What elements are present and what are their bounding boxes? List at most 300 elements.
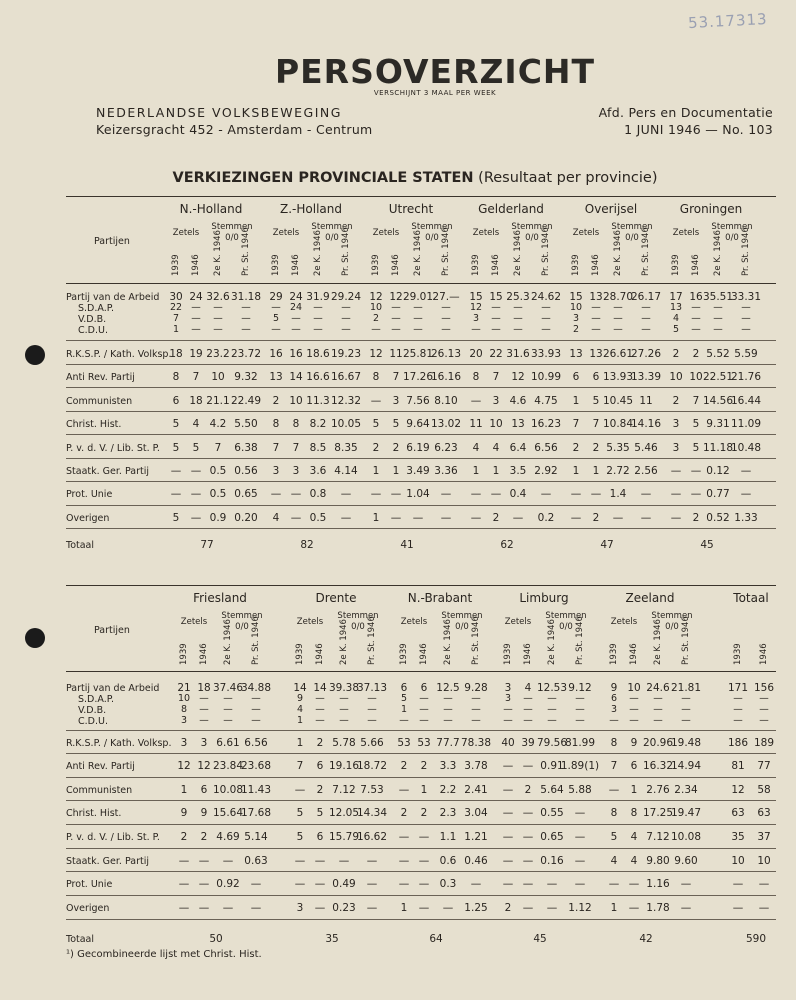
- table-cell: —: [419, 715, 429, 726]
- table-cell: 1.4: [609, 488, 627, 500]
- table-cell: 22: [169, 302, 183, 313]
- column-year-header: 2e K. 1946: [339, 619, 349, 665]
- table-cell: 5.52: [706, 348, 730, 360]
- table-cell: —: [570, 488, 582, 500]
- table-cell: 1: [610, 902, 618, 914]
- table-cell: —: [470, 878, 482, 890]
- table-cell: 171: [727, 682, 749, 694]
- table-cell: —: [680, 878, 692, 890]
- table-cell: —: [412, 512, 424, 524]
- table-cell: —: [340, 488, 352, 500]
- total-seats-value: 42: [639, 933, 653, 945]
- table-cell: —: [522, 902, 534, 914]
- table-cell: 7: [392, 371, 400, 383]
- table-cell: —: [198, 855, 210, 867]
- organization-name: NEDERLANDSE VOLKSBEWEGING: [96, 105, 342, 120]
- table-cell: 18.6: [306, 348, 330, 360]
- table-cell: 14.56: [702, 395, 734, 407]
- table-cell: —: [291, 324, 301, 335]
- table-cell: 9.31: [706, 418, 730, 430]
- column-year-header: 1946: [291, 254, 301, 276]
- table-cell: —: [570, 512, 582, 524]
- table-cell: 6.56: [244, 737, 268, 749]
- table-cell: —: [251, 704, 261, 715]
- table-cell: 10: [731, 855, 745, 867]
- table-cell: —: [191, 302, 201, 313]
- table-cell: 2: [272, 395, 280, 407]
- table-cell: 13: [669, 302, 683, 313]
- table-section-1: [66, 196, 776, 558]
- column-year-header: 2e K. 1946: [513, 230, 523, 276]
- table-cell: —: [491, 324, 501, 335]
- table-cell: 19: [189, 348, 203, 360]
- table-cell: 5: [172, 418, 180, 430]
- table-cell: 2.76: [646, 784, 670, 796]
- table-cell: —: [513, 302, 523, 313]
- table-cell: 53: [417, 737, 431, 749]
- party-label: Totaal: [66, 934, 95, 945]
- table-cell: 1: [420, 784, 428, 796]
- table-cell: —: [241, 324, 251, 335]
- table-cell: —: [470, 395, 482, 407]
- table-cell: —: [314, 902, 326, 914]
- table-cell: —: [628, 902, 640, 914]
- province-name: Overijsel: [584, 202, 638, 216]
- table-cell: 9.32: [234, 371, 258, 383]
- table-cell: —: [251, 693, 261, 704]
- table-cell: 13.93: [602, 371, 634, 383]
- column-year-header: 2e K. 1946: [713, 230, 723, 276]
- table-cell: 4: [296, 704, 304, 715]
- table-cell: —: [732, 902, 744, 914]
- table-cell: 39.38: [328, 682, 360, 694]
- table-cell: 21.1: [206, 395, 230, 407]
- table-cell: 9.12: [568, 682, 592, 694]
- percent-label: 0/0: [425, 233, 439, 243]
- row-separator: [66, 434, 776, 435]
- table-cell: 33.31: [730, 291, 762, 303]
- zetels-label: Zetels: [172, 228, 200, 238]
- table-cell: 37: [757, 831, 771, 843]
- table-cell: —: [670, 512, 682, 524]
- table-cell: 1: [592, 465, 600, 477]
- footnote: ¹) Gecombineerde lijst met Christ. Hist.: [66, 949, 262, 960]
- table-cell: 19.47: [670, 807, 702, 819]
- table-cell: —: [732, 878, 744, 890]
- table-cell: —: [290, 488, 302, 500]
- table-cell: —: [250, 878, 262, 890]
- table-cell: —: [241, 313, 251, 324]
- table-cell: 12.05: [328, 807, 360, 819]
- table-cell: —: [653, 704, 663, 715]
- column-year-header: 2e K. 1946: [653, 619, 663, 665]
- table-cell: 0.91: [540, 760, 564, 772]
- table-cell: 15: [489, 291, 503, 303]
- table-cell: —: [443, 693, 453, 704]
- table-cell: —: [591, 313, 601, 324]
- table-cell: —: [413, 324, 423, 335]
- province-name: Drente: [315, 591, 357, 605]
- table-cell: 77.7: [436, 737, 460, 749]
- table-cell: 11: [389, 348, 403, 360]
- table-cell: 29.24: [330, 291, 362, 303]
- table-cell: 26.13: [430, 348, 462, 360]
- table-cell: 23.2: [206, 348, 230, 360]
- table-cell: 33.93: [530, 348, 562, 360]
- table-cell: 16.6: [306, 371, 330, 383]
- percent-label: 0/0: [525, 233, 539, 243]
- table-cell: 16.44: [730, 395, 762, 407]
- table-cell: 0.77: [706, 488, 730, 500]
- table-cell: 13.39: [630, 371, 662, 383]
- table-cell: 7: [692, 395, 700, 407]
- table-cell: 13.02: [430, 418, 462, 430]
- table-cell: 1.33: [734, 512, 758, 524]
- table-cell: 9.28: [464, 682, 488, 694]
- row-separator: [66, 800, 776, 801]
- total-seats-value: 590: [745, 933, 767, 945]
- table-cell: 8: [372, 371, 380, 383]
- table-cell: 6.4: [509, 442, 527, 454]
- table-cell: —: [413, 313, 423, 324]
- stemmen-label: Stemmen: [711, 222, 753, 232]
- table-cell: 2: [692, 348, 700, 360]
- percent-label: 0/0: [665, 622, 679, 632]
- table-cell: —: [338, 855, 350, 867]
- table-cell: —: [370, 488, 382, 500]
- table-cell: 79.56: [536, 737, 568, 749]
- table-cell: —: [315, 704, 325, 715]
- table-cell: 16.23: [530, 418, 562, 430]
- table-cell: 31.18: [230, 291, 262, 303]
- table-cell: —: [314, 855, 326, 867]
- table-cell: 15.79: [328, 831, 360, 843]
- department-name: Afd. Pers en Documentatie: [598, 105, 773, 120]
- table-cell: 6.56: [534, 442, 558, 454]
- province-name: Limburg: [519, 591, 569, 605]
- table-cell: 13: [569, 348, 583, 360]
- table-cell: 2: [592, 442, 600, 454]
- total-seats-value: 82: [300, 539, 314, 551]
- table-cell: —: [513, 324, 523, 335]
- table-cell: 23.72: [230, 348, 262, 360]
- table-cell: 5.46: [634, 442, 658, 454]
- table-cell: —: [691, 302, 701, 313]
- table-cell: 13: [269, 371, 283, 383]
- table-cell: —: [251, 715, 261, 726]
- stemmen-label: Stemmen: [545, 611, 587, 621]
- table-cell: 1: [172, 324, 180, 335]
- table-cell: 7: [192, 371, 200, 383]
- newsletter-title: PERSOVERZICHT: [274, 52, 596, 91]
- table-cell: 8.2: [309, 418, 327, 430]
- table-cell: 12: [177, 760, 191, 772]
- newsletter-subtitle: VERSCHIJNT 3 MAAL PER WEEK: [373, 89, 497, 97]
- table-cell: —: [681, 693, 691, 704]
- table-cell: —: [522, 878, 534, 890]
- table-cell: 37.46: [212, 682, 244, 694]
- table-cell: —: [741, 313, 751, 324]
- table-cell: 3: [292, 465, 300, 477]
- table-cell: 2: [492, 512, 500, 524]
- table-cell: —: [713, 313, 723, 324]
- table-cell: 11.09: [730, 418, 762, 430]
- table-cell: 2.2: [439, 784, 457, 796]
- table-cell: 14.16: [630, 418, 662, 430]
- table-cell: —: [513, 313, 523, 324]
- column-year-header: Pr. St. 1946: [241, 227, 251, 276]
- table-cell: —: [270, 488, 282, 500]
- table-cell: 3.36: [434, 465, 458, 477]
- table-cell: 10: [177, 693, 191, 704]
- table-cell: 0.4: [509, 488, 527, 500]
- table-cell: 7: [172, 313, 180, 324]
- table-cell: —: [314, 878, 326, 890]
- table-cell: 14.34: [356, 807, 388, 819]
- province-name: Gelderland: [478, 202, 544, 216]
- table-top-rule: [66, 196, 776, 197]
- table-cell: 3: [610, 704, 618, 715]
- organization-address: Keizersgracht 452 - Amsterdam - Centrum: [96, 122, 373, 137]
- table-cell: 17.25: [642, 807, 674, 819]
- table-cell: —: [608, 784, 620, 796]
- table-cell: 0.46: [464, 855, 488, 867]
- punch-hole-top: [25, 345, 45, 365]
- table-cell: —: [628, 878, 640, 890]
- table-cell: —: [366, 878, 378, 890]
- table-cell: 2.72: [606, 465, 630, 477]
- table-cell: —: [271, 324, 281, 335]
- column-year-header: Pr. St. 1946: [681, 616, 691, 665]
- table-cell: 3: [180, 715, 188, 726]
- table-cell: 3.3: [439, 760, 457, 772]
- table-cell: —: [198, 902, 210, 914]
- total-seats-value: 77: [200, 539, 214, 551]
- percent-label: 0/0: [225, 233, 239, 243]
- party-label: Anti Rev. Partij: [66, 372, 135, 383]
- table-cell: 26.61: [602, 348, 634, 360]
- table-cell: 3.5: [509, 465, 527, 477]
- table-cell: 1.1: [439, 831, 457, 843]
- table-cell: 4.14: [334, 465, 358, 477]
- table-cell: 18: [189, 395, 203, 407]
- table-cell: 19.16: [328, 760, 360, 772]
- percent-label: 0/0: [235, 622, 249, 632]
- table-cell: 12.53: [536, 682, 568, 694]
- table-cell: 2: [180, 831, 188, 843]
- row-separator: [66, 505, 776, 506]
- table-cell: —: [523, 715, 533, 726]
- table-cell: —: [191, 313, 201, 324]
- table-cell: —: [339, 693, 349, 704]
- table-cell: 2: [672, 395, 680, 407]
- table-cell: 1.21: [464, 831, 488, 843]
- column-year-header: 1939: [671, 254, 681, 276]
- column-year-header: 1939: [609, 643, 619, 665]
- table-cell: —: [502, 807, 514, 819]
- table-cell: 9: [200, 807, 208, 819]
- table-cell: 0.63: [244, 855, 268, 867]
- column-year-header: 1946: [315, 643, 325, 665]
- percent-label: 0/0: [725, 233, 739, 243]
- table-cell: —: [522, 855, 534, 867]
- table-cell: —: [418, 855, 430, 867]
- stemmen-label: Stemmen: [411, 222, 453, 232]
- table-cell: —: [341, 302, 351, 313]
- row-separator: [66, 364, 776, 365]
- table-cell: —: [741, 302, 751, 313]
- table-cell: 1: [472, 465, 480, 477]
- table-cell: —: [294, 878, 306, 890]
- table-cell: —: [575, 704, 585, 715]
- column-year-header: 2e K. 1946: [413, 230, 423, 276]
- table-cell: 2.3: [439, 807, 457, 819]
- table-cell: 0.49: [332, 878, 356, 890]
- table-cell: 1: [630, 784, 638, 796]
- table-cell: —: [191, 324, 201, 335]
- table-cell: 14.94: [670, 760, 702, 772]
- table-cell: 37.13: [356, 682, 388, 694]
- table-cell: 35: [731, 831, 745, 843]
- table-cell: 8: [172, 371, 180, 383]
- table-cell: 25.81: [402, 348, 434, 360]
- partijen-label: Partijen: [94, 625, 130, 636]
- column-year-header: 2e K. 1946: [223, 619, 233, 665]
- table-cell: 6: [400, 682, 408, 694]
- table-cell: —: [391, 324, 401, 335]
- column-year-header: Pr. St. 1946: [741, 227, 751, 276]
- zetels-label: Zetels: [272, 228, 300, 238]
- table-cell: 17.68: [240, 807, 272, 819]
- table-cell: 3.78: [464, 760, 488, 772]
- table-cell: —: [441, 313, 451, 324]
- table-cell: 1.25: [464, 902, 488, 914]
- table-cell: 1.78: [646, 902, 670, 914]
- table-cell: —: [398, 784, 410, 796]
- party-label: Partij van de Arbeid: [66, 292, 160, 303]
- table-cell: 5: [296, 807, 304, 819]
- page-heading: [0, 170, 796, 186]
- table-cell: 2: [692, 512, 700, 524]
- table-cell: 4: [630, 855, 638, 867]
- column-year-header: Pr. St. 1946: [471, 616, 481, 665]
- table-cell: —: [470, 488, 482, 500]
- table-cell: 2: [672, 348, 680, 360]
- column-year-header: 1946: [191, 254, 201, 276]
- zetels-label: Zetels: [472, 228, 500, 238]
- table-cell: —: [250, 902, 262, 914]
- table-cell: 11: [469, 418, 483, 430]
- table-cell: 0.16: [540, 855, 564, 867]
- table-cell: —: [366, 855, 378, 867]
- table-cell: —: [546, 902, 558, 914]
- party-label: R.K.S.P. / Kath. Volksp.: [66, 349, 172, 360]
- table-cell: —: [575, 715, 585, 726]
- table-cell: —: [546, 878, 558, 890]
- table-cell: —: [759, 693, 769, 704]
- column-year-header: 1946: [629, 643, 639, 665]
- column-year-header: Pr. St. 1946: [367, 616, 377, 665]
- column-year-header: 2e K. 1946: [613, 230, 623, 276]
- table-cell: 31.9: [306, 291, 330, 303]
- table-cell: 12.5: [436, 682, 460, 694]
- table-cell: 5: [316, 807, 324, 819]
- table-cell: —: [640, 512, 652, 524]
- table-cell: 2: [200, 831, 208, 843]
- table-cell: 7.56: [406, 395, 430, 407]
- table-cell: —: [271, 302, 281, 313]
- table-cell: 12: [731, 784, 745, 796]
- table-cell: —: [522, 807, 534, 819]
- row-separator: [66, 528, 776, 529]
- table-cell: —: [441, 302, 451, 313]
- table-cell: 0.5: [209, 465, 227, 477]
- row-separator: [66, 340, 776, 341]
- column-year-header: 1946: [199, 643, 209, 665]
- table-cell: —: [213, 313, 223, 324]
- zetels-label: Zetels: [372, 228, 400, 238]
- table-cell: 10.48: [730, 442, 762, 454]
- table-cell: 8: [610, 807, 618, 819]
- table-cell: —: [522, 831, 534, 843]
- party-label: S.D.A.P.: [78, 303, 115, 314]
- percent-label: 0/0: [351, 622, 365, 632]
- table-cell: —: [713, 324, 723, 335]
- table-cell: 8.5: [309, 442, 327, 454]
- table-cell: 5.64: [540, 784, 564, 796]
- zetels-label: Zetels: [672, 228, 700, 238]
- table-cell: 5.59: [734, 348, 758, 360]
- table-cell: 28.70: [602, 291, 634, 303]
- table-cell: 22.51: [702, 371, 734, 383]
- table-cell: 81.99: [564, 737, 596, 749]
- province-name: Groningen: [679, 202, 743, 216]
- table-cell: —: [178, 902, 190, 914]
- column-year-header: 1939: [571, 254, 581, 276]
- table-cell: 53: [397, 737, 411, 749]
- column-year-header: Pr. St. 1946: [641, 227, 651, 276]
- column-year-header: 1939: [733, 643, 743, 665]
- table-cell: 6: [592, 371, 600, 383]
- table-cell: 3.04: [464, 807, 488, 819]
- archive-stamp: 53.17313: [688, 9, 769, 33]
- table-cell: 0.3: [439, 878, 457, 890]
- province-name: Z.-Holland: [280, 202, 342, 216]
- table-cell: —: [341, 324, 351, 335]
- table-cell: —: [740, 488, 752, 500]
- table-cell: 12: [369, 291, 383, 303]
- table-cell: 2: [420, 760, 428, 772]
- table-cell: —: [170, 465, 182, 477]
- province-name: Totaal: [733, 591, 769, 605]
- table-cell: 10.08: [670, 831, 702, 843]
- table-cell: 8.10: [434, 395, 458, 407]
- table-cell: 24: [289, 302, 303, 313]
- table-cell: 1: [572, 465, 580, 477]
- table-cell: 3: [504, 682, 512, 694]
- row-separator: [66, 919, 776, 920]
- table-cell: 8: [272, 418, 280, 430]
- table-cell: 5: [192, 442, 200, 454]
- table-cell: 5: [172, 512, 180, 524]
- table-cell: 23.84: [212, 760, 244, 772]
- party-label: S.D.A.P.: [78, 694, 115, 705]
- table-cell: —: [575, 693, 585, 704]
- table-cell: 10.45: [602, 395, 634, 407]
- table-cell: 18.72: [356, 760, 388, 772]
- table-cell: 3.49: [406, 465, 430, 477]
- row-separator: [66, 848, 776, 849]
